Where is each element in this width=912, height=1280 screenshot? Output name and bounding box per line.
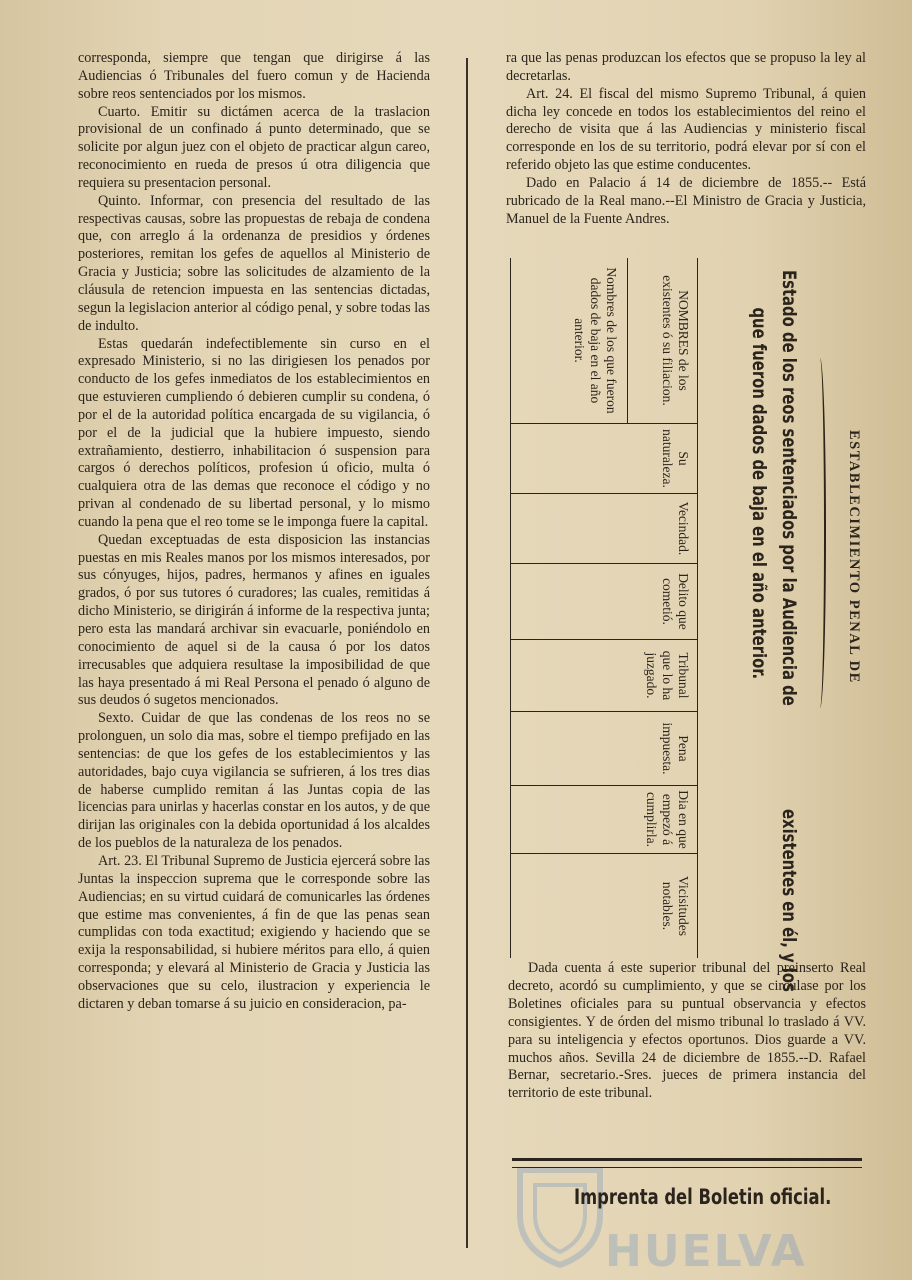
table-title-line2: que fueron dados de baja en el año anterior. [748, 307, 770, 680]
column-names [511, 258, 697, 424]
column-header: Tribunal que lo ha juzgado. [644, 650, 691, 701]
column-delito [511, 564, 697, 640]
paragraph: Estas quedarán indefectiblemente sin curso en el expresado Ministerio, si no las dirigiesen los penados por conducto de los gefes inmediatos de los establecimientos en que estuvieren cumpliendo ó debieren cumplir su condena, ó por el de la autoridad política encargada de su vigilancia, ó por el de la judicial que la hubiere impuesto, siendo extrañamiento, destierro, inhabilitacion ó suspension para cargos ó derechos políticos, profesion ú oficio, multa ó cualquiera otra de las demas que reconoce el código y no privan al condenado de su libertad personal, y lo mismo cuando la pena que el reo tome se le imponga fuere la capital. [78, 335, 430, 530]
column-header: Pena impuesta. [660, 722, 691, 775]
column-naturaleza [511, 424, 697, 494]
paragraph: Dado en Palacio á 14 de diciembre de 1855.-- Está rubricado de la Real mano.--El Ministro de Gracia y Justicia, Manuel de la Fuente Andres. [506, 174, 866, 227]
shield-icon [505, 1160, 615, 1270]
paragraph: Art. 24. El fiscal del mismo Supremo Tribunal, á quien dicha ley concede en todos los establecimientos del reino el derecho de visita que á las Audiencias y ministerio fiscal corresponde en los de su territorio, podrá elevar por sí con el referido objeto las que estime conducentes. [506, 85, 866, 174]
paragraph: Art. 23. El Tribunal Supremo de Justicia ejercerá sobre las Juntas la inspeccion suprema que le corresponde sobre las Audiencias; en su virtud cuidará de comunicarles las órdenes que estime mas convenientes, á fin de que las penas sean cumplidas con toda exactitud; exigiendo y haciendo que se exija la responsabilidad, si hubiere méritos para ello, á quien corresponda; y elevará al Ministerio de Gracia y Justicia las observaciones que su celo, ilustracion y experiencia le dictaren y deban tomarse á su juicio en consideracion, pa- [78, 852, 430, 1012]
huelva-watermark [505, 1160, 825, 1277]
paragraph: corresponda, siempre que tengan que dirigirse á las Audiencias ó Tribunales del fuero comun y de Hacienda sobre reos sentenciados por los mismos. [78, 50, 430, 102]
column-vecindad [511, 494, 697, 564]
rotated-table-area [512, 258, 866, 992]
table-grid [510, 258, 698, 958]
paragraph: Quedan exceptuadas de esta disposicion las instancias puestas en mis Reales manos por los mismos interesados, por sus cónyuges, hijos, padres, hermanos y afines en iguales grados, ó por sus tutores ó curadores; las cuales, remitidas á dicho Ministerio, se dirigirán á informe de la respectiva junta; pero esta las mandará archivar sin evacuarle, poniéndolo en conocimiento de aquel si de la causa ó por los datos irrecusables que adquiera resultase la imposibilidad de que las haya presentado á mi Real Persona el penado ó alguno de sus deudos ó sugetos mencionados. [78, 531, 430, 709]
column-header-existing: NOMBRES de los existentes ó su filiacion. [627, 258, 697, 423]
column-header: Dia en que empezó á cumplirla. [644, 790, 691, 849]
column-vicisitudes [511, 854, 697, 958]
paragraph: ra que las penas produzcan los efectos que se propuso la ley al decretarlas. [506, 50, 866, 84]
table-title-line1: Estado de los reos sentenciados por la Audiencia de existentes en él, y los [778, 270, 800, 992]
left-column [78, 50, 430, 1014]
paragraph: Quinto. Informar, con presencia del resultado de las respectivas causas, sobre las propuestas de rebaja de condena que, con arreglo á la ordenanza de presidios y órdenes posteriores, remitan los gefes de aquellos al Ministerio de Gracia y Justicia; sobre las solicitudes de alzamiento de la cláusula de retencion impuesta en las sentencias dictadas, segun la legislacion anterior al código penal, y sobre todas las de indulto. [78, 192, 430, 334]
establishment-label: ESTABLECIMIENTO PENAL DE [846, 430, 862, 684]
paragraph: Dada cuenta á este superior tribunal del preinserto Real decreto, acordó su cumplimiento, y que se circulase por los Boletines oficiales para su puntual observancia y efectos consigientes. Y de órden del mismo tribunal lo traslado á VV. para su inteligencia y efectos oportunos. Dios guarde a VV. muchos años. Sevilla 24 de diciembre de 1855.--D. Rafael Bernar, secretario.-Sres. jueces de primera instancia del territorio de este tribunal. [508, 960, 866, 1102]
column-tribunal [511, 640, 697, 712]
paragraph: Sexto. Cuidar de que las condenas de los reos no se prolonguen, un solo dia mas, sobre el tiempo prefijado en las sentencias: de que los gefes de los establecimientos y las autoridades, bajo cuya vigilancia se sufrieren, á los tres dias de haberse cumplido remitan á las Juntas copia de las licencias para unirlas y hacerlas constar en los autos, y de que dirijan las originales con la debida oportunidad á los alcaldes de los pueblos de la naturaleza de los penados. [78, 710, 430, 852]
brace-line [814, 358, 826, 708]
state-form-table [512, 258, 866, 992]
column-header: Delito que cometió. [660, 573, 691, 630]
column-dia [511, 786, 697, 854]
watermark-text: HUELVA [605, 1226, 807, 1277]
right-column [506, 50, 866, 228]
column-divider [466, 58, 468, 1248]
paragraph: Cuarto. Emitir su dictámen acerca de la traslacion provisional de un confinado á punto determinado, que se solicite por algun juez con el objeto de practicar algun careo, reconocimiento en rueda de presos ú otra diligencia que requiera su presentacion personal. [78, 103, 430, 191]
table-title [744, 270, 804, 992]
column-pena [511, 712, 697, 786]
column-header-discharged: Nombres de los que fueron dados de baja en el año anterior. [572, 267, 619, 414]
column-header: Su naturaleza. [660, 429, 691, 488]
column-header: Vecindad. [676, 501, 691, 556]
closing-note [508, 960, 866, 1103]
footer-rule [512, 1158, 862, 1168]
printer-imprint: Imprenta del Boletin oficial. [574, 1185, 832, 1209]
column-header: Vicisitudes notables. [660, 876, 691, 936]
